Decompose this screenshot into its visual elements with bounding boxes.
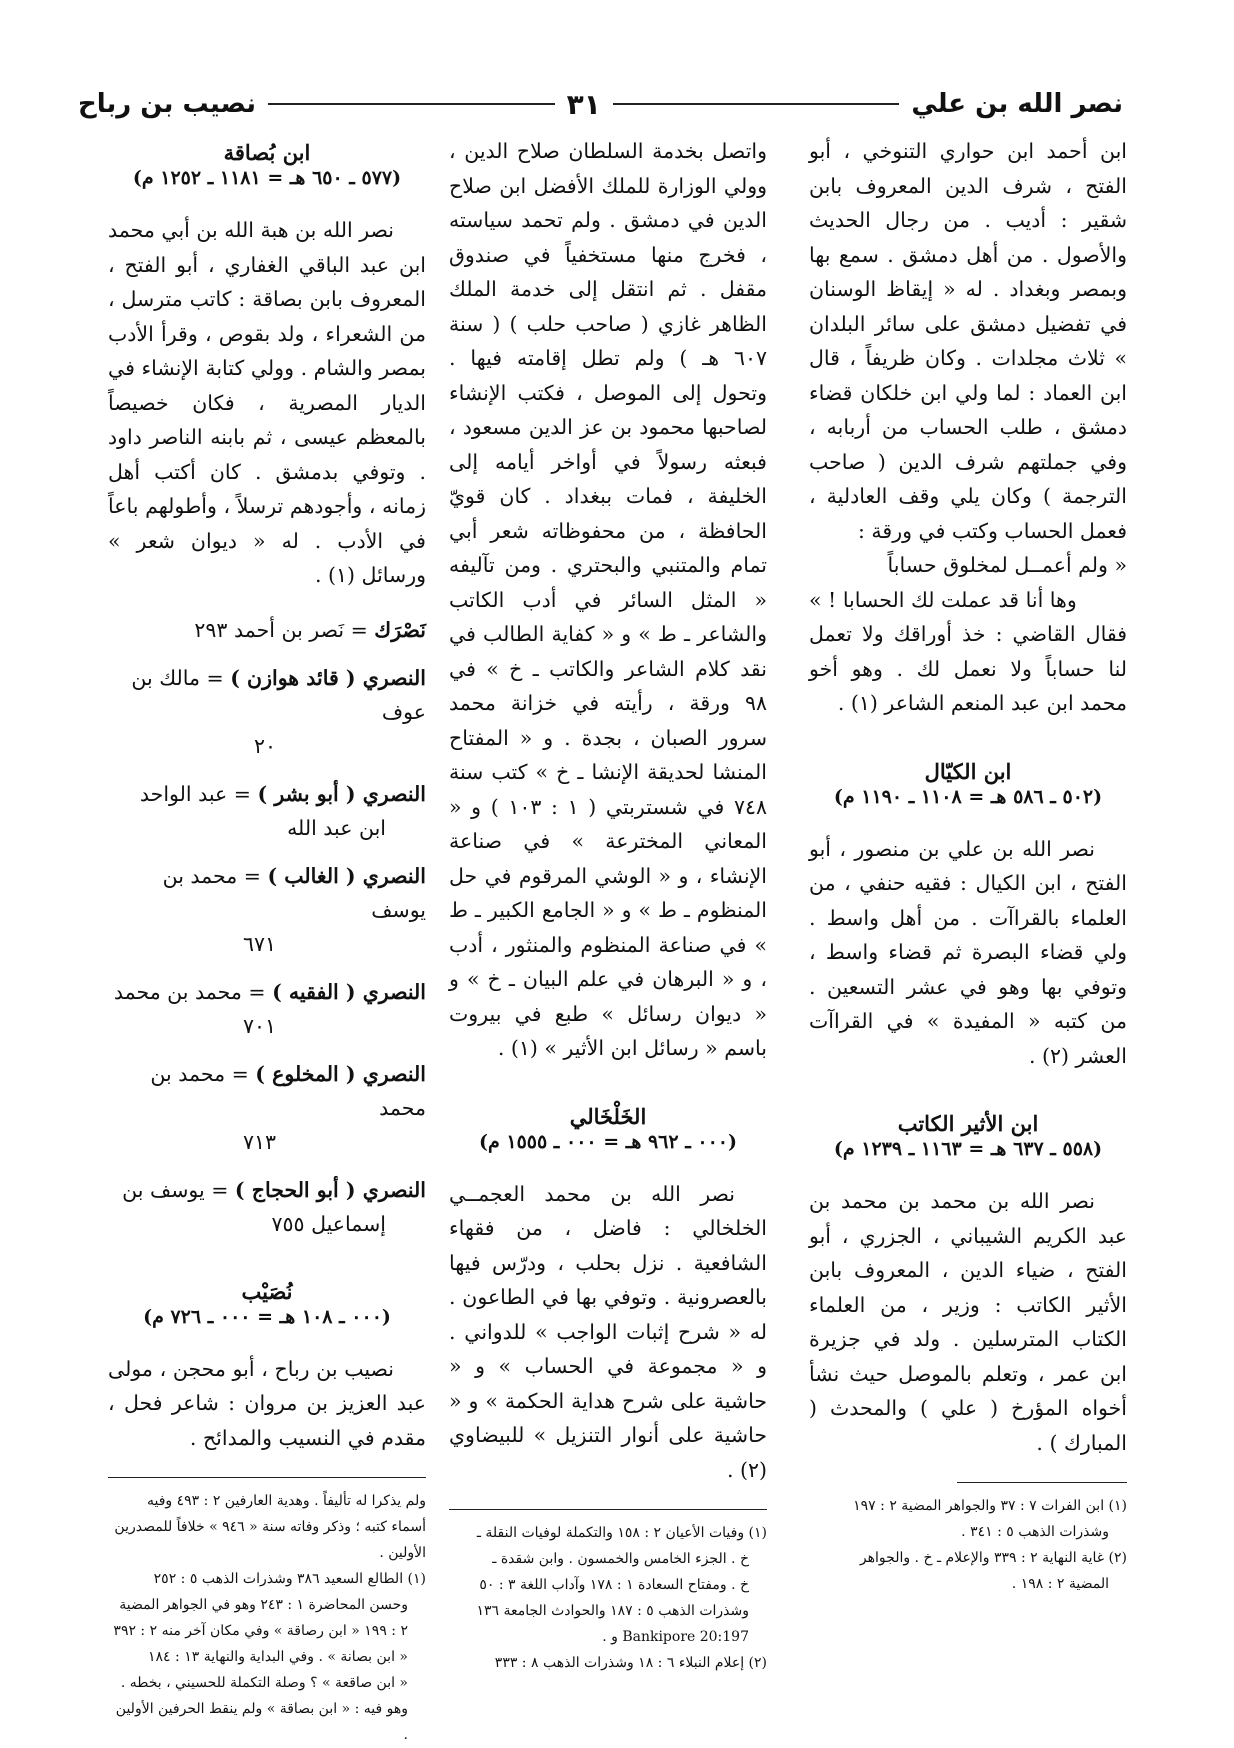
xref-target: = محمد بن محمد — [113, 979, 273, 1004]
running-header — [78, 84, 1123, 124]
entry-heading: ابن الأثير الكاتب — [897, 1111, 1039, 1136]
xref-target: = نَصر بن أحمد ٢٩٣ — [194, 617, 375, 642]
entry-heading: الخَلْخَالي — [569, 1103, 647, 1129]
xref-term: النصري ( أبو الحجاج ) — [234, 1177, 426, 1202]
xref-term: النصري ( الغالب ) — [267, 863, 426, 888]
xref-number: ٦٧١ — [242, 931, 276, 956]
xref-target: = عبد الواحد — [139, 781, 258, 806]
entry-heading: ابن الكيّال — [924, 758, 1012, 784]
footnote: وهو فيه : « ابن بصاقة » ولم ينقط الحرفين الأولين . — [115, 1701, 408, 1743]
entry-dates: (٥٠٢ ـ ٥٨٦ هـ = ١١٠٨ ـ ١١٩٠ م) — [833, 785, 1103, 808]
cross-reference — [108, 975, 426, 1043]
xref-term: النصري ( قائد هوازن ) — [230, 665, 426, 690]
xref-continuation: إسماعيل ٧٥٥ — [271, 1211, 386, 1236]
footnote: (٢) غاية النهاية ٢ : ٣٣٩ والإعلام ـ خ . والجواهر — [859, 1550, 1127, 1566]
header-rule-left — [268, 103, 555, 105]
footnote-rule — [449, 1509, 767, 1510]
footnote: Bankipore 20:197 و . — [602, 1629, 749, 1645]
entry-heading: نُصَيْب — [241, 1278, 293, 1304]
cross-reference — [108, 661, 426, 763]
xref-number: ٢٠ — [253, 733, 276, 758]
xref-target: = محمد بن يوسف — [162, 863, 426, 922]
footnote: (١) ابن الفرات ٧ : ٣٧ والجواهر المضية ٢ : ١٩٧ — [853, 1498, 1127, 1514]
column-right — [809, 134, 1127, 1597]
xref-term: النصري ( الفقيه ) — [272, 979, 426, 1004]
page-number: ٣١ — [566, 87, 601, 121]
xref-target: = يوسف بن — [122, 1177, 235, 1202]
entry-text: نصر الله بن هبة الله بن أبي محمد ابن عبد الباقي الغفاري ، أبو الفتح ، المعروف بابن بصاقة : كاتب مترسل ، من الشعراء ، ولد بقوص ، وقرأ الأدب بمصر والشام . وولي كتابة الإنشاء في الديار المصرية ، فكان خصيصاً بالمعظم عيسى ، ثم بابنه الناصر داود . وتوفي بدمشق . كان أكتب أهل زمانه ، وأجودهم ترسلاً ، وأطولهم باعاً في الأدب . له « ديوان شعر » ورسائل (١) . — [108, 218, 426, 587]
entry-text: نصر الله بن علي بن منصور ، أبو الفتح ، ابن الكيال : فقيه حنفي ، من العلماء بالقراآت . من أهل واسط . ولي قضاء البصرة ثم قضاء واسط ، وتوفي بها وهو في عشر التسعين . من كتبه « المفيدة » في القراآت العشر (٢) . — [809, 836, 1127, 1068]
xref-target: = محمد بن محمد — [150, 1061, 426, 1120]
xref-number: ٧١٣ — [242, 1129, 276, 1154]
header-left-title: نصيب بن رباح — [78, 89, 257, 119]
footnote: ٢ : ١٩٩ « ابن رصاقة » وفي مكان آخر منه ٢ : ٣٩٢ — [113, 1623, 408, 1639]
footnote: « ابن صاقعة » ؟ وصلة التكملة للحسيني ، بخطه . — [120, 1675, 408, 1691]
footnote: المضية ٢ : ١٩٨ . — [1011, 1576, 1109, 1592]
entry-text: فقال القاضي : خذ أوراقك ولا تعمل لنا حساباً ولا نعمل لك . وهو أخو محمد ابن عبد المنعم الشاعر (١) . — [809, 622, 1127, 715]
footnote: وشذرات الذهب ٥ : ٣٤١ . — [961, 1524, 1109, 1540]
entry-heading: ابن بُصاقة — [223, 140, 311, 165]
cross-reference — [108, 777, 426, 845]
verse-line: « ولم أعمــل لمخلوق حساباً — [887, 553, 1127, 577]
footnote: وشذرات الذهب ٥ : ١٨٧ والحوادث الجامعة ١٣٦ — [476, 1603, 749, 1619]
column-middle — [449, 134, 767, 1676]
footnote: ولم يذكرا له تأليفاً . وهدية العارفين ٢ : ٤٩٣ وفيه أسماء كتبه ؛ وذكر وفاته سنة « ٩٤٦ » خلافاً للمصدرين الأولين . — [114, 1493, 426, 1561]
header-rule-right — [613, 103, 900, 105]
footnote: (١) وفيات الأعيان ٢ : ١٥٨ والتكملة لوفيات النقلة ـ — [476, 1525, 767, 1541]
footnote-rule — [108, 1477, 426, 1478]
footnote: (٢) إعلام النبلاء ٦ : ١٨ وشذرات الذهب ٨ : ٣٣٣ — [494, 1655, 767, 1671]
xref-target: = مالك بن عوف — [131, 665, 426, 724]
entry-text: ابن أحمد ابن حواري التنوخي ، أبو الفتح ، شرف الدين المعروف بابن شقير : أديب . من رجال الحديث والأصول . من أهل دمشق . سمع بها وبمصر وبغداد . له « إيقاظ الوسنان في تفضيل دمشق على سائر البلدان » ثلاث مجلدات . وكان ظريفاً ، قال ابن العماد : لما ولي ابن خلكان قضاء دمشق ، طلب الحساب من أربابه ، وفي جملتهم شرف الدين ( صاحب الترجمة ) وكان يلي وقف العادلية ، فعمل الحساب وكتب في ورقة : — [809, 139, 1127, 543]
cross-reference — [108, 613, 426, 647]
entry-text: نصر الله بن محمد بن محمد بن عبد الكريم الشيباني ، الجزري ، أبو الفتح ، ضياء الدين ، المعروف بابن الأثير الكاتب : وزير ، من العلماء الكتاب المترسلين . ولد في جزيرة ابن عمر ، وتعلم بالموصل حيث نشأ أخواه المؤرخ ( علي ) والمحدث ( المبارك ) . — [809, 1189, 1127, 1455]
xref-term: نَصْرَك — [374, 617, 426, 642]
cross-reference — [108, 1057, 426, 1159]
entry-dates: (٠٠٠ ـ ١٠٨ هـ = ٠٠٠ ـ ٧٢٦ م) — [143, 1305, 391, 1328]
entry-text: نصر الله بن محمد العجمــي الخلخالي : فاضل ، من فقهاء الشافعية . نزل بحلب ، ودرّس فيها بالعصرونية . وتوفي بها في الطاعون . له « شرح إثبات الواجب » للدواني . و « مجموعة في الحساب » و « حاشية على شرح هداية الحكمة » و « حاشية على أنوار التنزيل » للبيضاوي (٢) . — [449, 1181, 767, 1482]
header-right-title: نصر الله بن علي — [911, 89, 1123, 119]
xref-term: النصري ( أبو بشر ) — [257, 781, 426, 806]
xref-term: النصري ( المخلوع ) — [255, 1061, 426, 1086]
footnote: (١) الطالع السعيد ٣٨٦ وشذرات الذهب ٥ : ٢٥٢ — [153, 1571, 426, 1587]
entry-dates: (٥٥٨ ـ ٦٣٧ هـ = ١١٦٣ ـ ١٢٣٩ م) — [833, 1138, 1103, 1160]
footnote: « ابن بصانة » . وفي البداية والنهاية ١٣ : ١٨٤ — [148, 1649, 408, 1665]
footnote-rule — [957, 1482, 1127, 1483]
entry-text: نصيب بن رباح ، أبو محجن ، مولى عبد العزيز بن مروان : شاعر فحل ، مقدم في النسيب والمدائح . — [108, 1356, 426, 1450]
footnote: وحسن المحاضرة ١ : ٢٤٣ وهو في الجواهر المضية — [119, 1597, 408, 1613]
column-left — [108, 134, 426, 1748]
footnote: خ . ومفتاح السعادة ١ : ١٧٨ وآداب اللغة ٣ : ٥٠ — [479, 1577, 749, 1593]
verse-line: وها أنا قد عملت لك الحسابا ! » — [809, 587, 1077, 612]
xref-continuation: ابن عبد الله — [287, 815, 386, 840]
entry-dates: (٠٠٠ ـ ٩٦٢ هـ = ٠٠٠ ـ ١٥٥٥ م) — [478, 1130, 738, 1153]
xref-number: ٧٠١ — [242, 1013, 276, 1038]
footnote: خ . الجزء الخامس والخمسون . وابن شقدة ـ — [492, 1551, 749, 1567]
entry-dates: (٥٧٧ ـ ٦٥٠ هـ = ١١٨١ ـ ١٢٥٢ م) — [132, 167, 402, 189]
entry-text: واتصل بخدمة السلطان صلاح الدين ، وولي الوزارة للملك الأفضل ابن صلاح الدين في دمشق . ولم تحمد سياسته ، فخرج منها مستخفياً في صندوق مقفل . ثم انتقل إلى خدمة الملك الظاهر غازي ( صاحب حلب ) ( سنة ٦٠٧ هـ ) ولم تطل إقامته فيها . وتحول إلى الموصل ، فكتب الإنشاء لصاحبها محمود بن عز الدين مسعود ، فبعثه رسولاً في أواخر أيامه إلى الخليفة ، فمات ببغداد . كان قويّ الحافظة ، من محفوظاته شعر أبي تمام والمتنبي والبحتري . ومن تآليفه « المثل السائر في أدب الكاتب والشاعر ـ ط » و « كفاية الطالب في نقد كلام الشاعر والكاتب ـ خ » في ٩٨ ورقة ، رأيته في خزانة محمد سرور الصبان ، بجدة . و « المفتاح المنشا لحديقة الإنشا ـ خ » كتب سنة ٧٤٨ في شستربتي ( ١ : ١٠٣ ) و « المعاني المخترعة » في صناعة الإنشاء ، و « الوشي المرقوم في حل المنظوم ـ ط » و « الجامع الكبير ـ ط » في صناعة المنظوم والمنثور ، أدب ، و « البرهان في علم البيان ـ خ » و « ديوان رسائل » طبع في بيروت باسم « رسائل ابن الأثير » (١) . — [449, 139, 767, 1060]
cross-reference — [108, 1173, 426, 1241]
cross-reference — [108, 859, 426, 961]
